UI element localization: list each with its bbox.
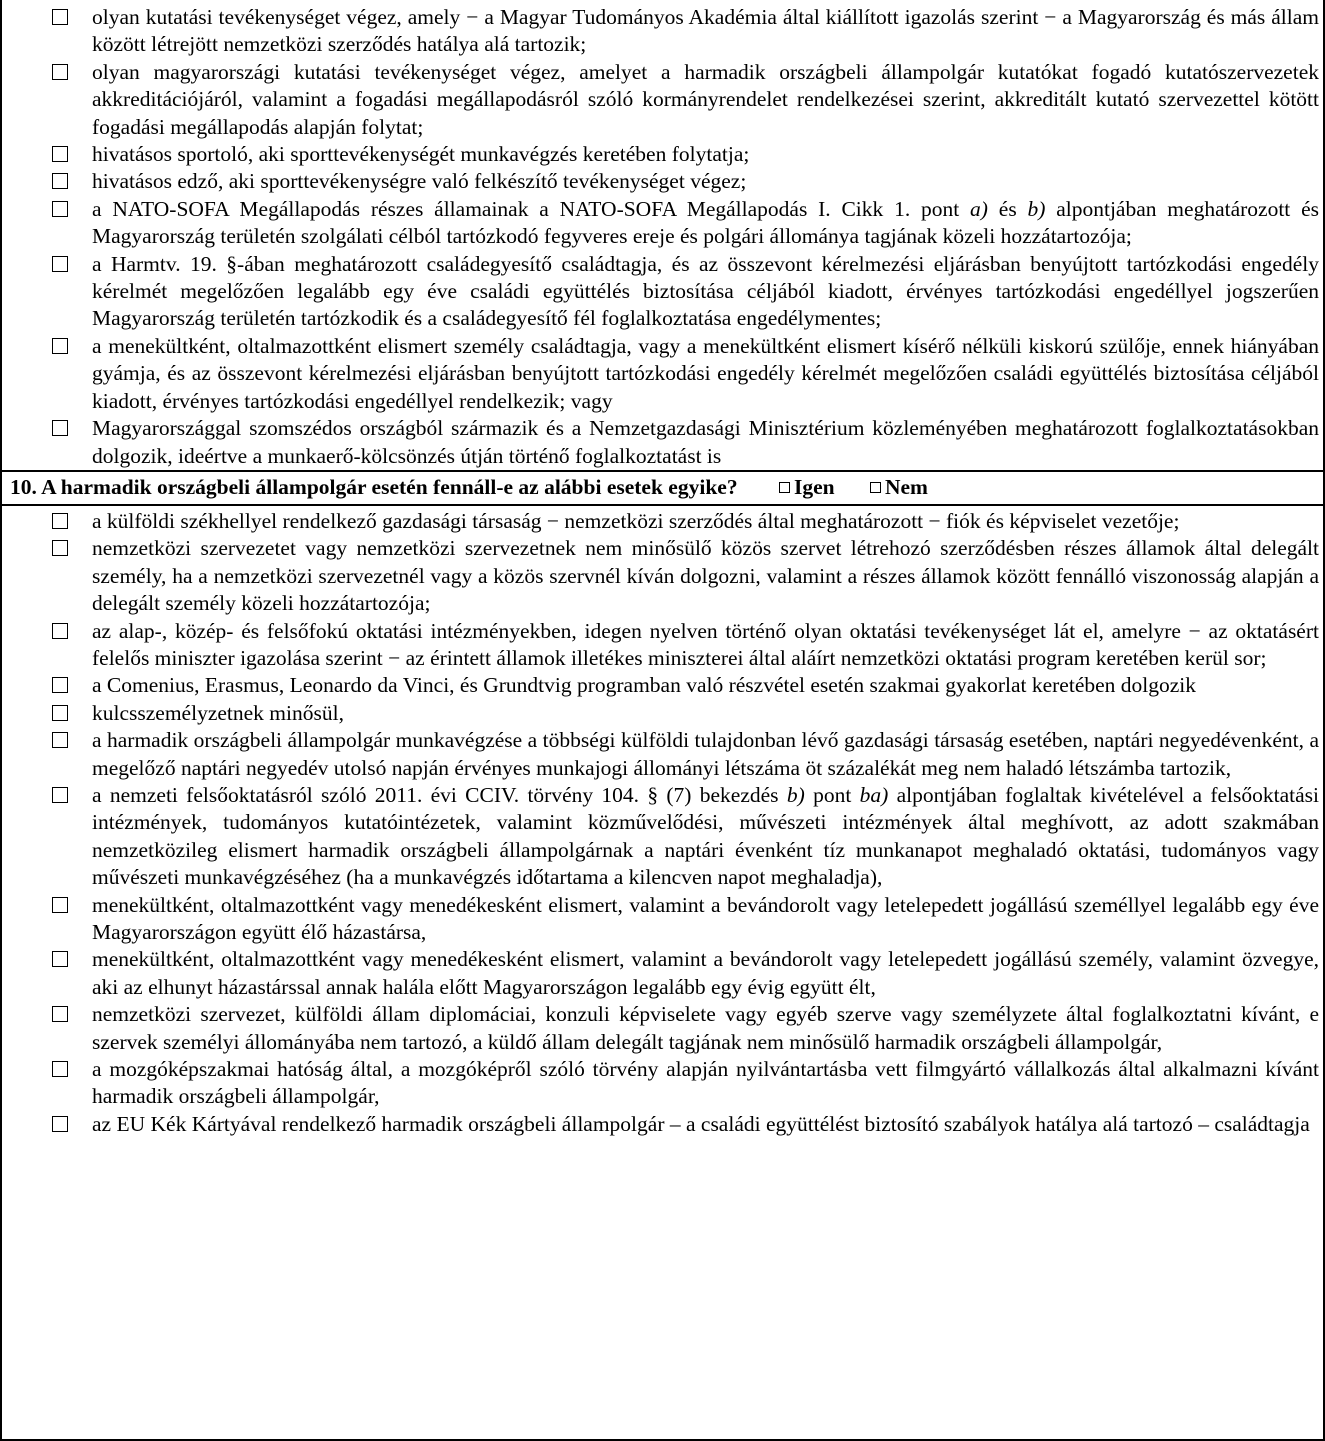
item-text: a harmadik országbeli állampolgár munkavégzése a többségi külföldi tulajdonban lévő gazdasági társaság esetében, naptári negyedévenként, a megelőző naptári negyedév utolsó napján érvényes munkajogi állományi létszáma öt százalékát meg nem haladó létszámba tartozik, xyxy=(92,728,1319,780)
checkbox[interactable] xyxy=(52,623,68,639)
item-text: hivatásos sportoló, aki sporttevékenységét munkavégzés keretében folytatja; xyxy=(92,142,750,167)
checkbox-no[interactable] xyxy=(870,482,881,493)
item-text: olyan magyarországi kutatási tevékenységet végez, amelyet a harmadik országbeli állampolgár kutatókat fogadó kutatószervezetek akkreditációjáról, valamint a fogadási megállapodásról szóló kormányrendelet rendelkezései szerint, akkreditált kutató szervezettel kötött fogadási megállapodás alapján folytat; xyxy=(92,59,1319,139)
checkbox[interactable] xyxy=(52,513,68,529)
item-text-part: a nemzeti felsőoktatásról szóló 2011. évi CCIV. törvény 104. § (7) bekezdés xyxy=(92,782,779,807)
item-text xyxy=(92,196,1321,251)
item-text xyxy=(92,782,1321,892)
item-text: az alap-, közép- és felsőfokú oktatási intézményekben, idegen nyelven történő olyan oktatási tevékenységet lát el, amelyre − az oktatásért felelős miniszter igazolása szerint − az érintett államok illetékes miniszterei által aláírt nemzetközi oktatási program keretében kerül sor; xyxy=(92,618,1319,670)
item-text: a mozgóképszakmai hatóság által, a mozgóképről szóló törvény alapján nyilvántartásba vett filmgyártó vállalkozás által alkalmazni kívánt harmadik országbeli állampolgár, xyxy=(92,1057,1319,1109)
list-item xyxy=(2,508,1321,535)
checkbox[interactable] xyxy=(52,338,68,354)
option-yes[interactable] xyxy=(779,475,835,499)
checkbox[interactable] xyxy=(52,705,68,721)
item-text: menekültként, oltalmazottként vagy menedékesként elismert, valamint a bevándorolt vagy letelepedett jogállású személlyel legalább egy éve Magyarországon együtt élő házastársa, xyxy=(92,892,1319,944)
list-item xyxy=(2,700,1321,727)
list-item xyxy=(2,59,1321,141)
checkbox[interactable] xyxy=(52,732,68,748)
item-text: olyan kutatási tevékenységet végez, amely − a Magyar Tudományos Akadémia által kiállított igazolás szerint − a Magyarország és más állam között létrejött nemzetközi szerződés hatálya alá tartozik; xyxy=(92,5,1319,57)
checkbox[interactable] xyxy=(52,173,68,189)
checkbox[interactable] xyxy=(52,677,68,693)
section-a xyxy=(2,0,1323,470)
item-letter: ba) xyxy=(859,782,889,807)
option-yes-label: Igen xyxy=(793,474,835,499)
list-item xyxy=(2,333,1321,415)
option-no-label: Nem xyxy=(884,474,928,499)
list-item xyxy=(2,892,1321,947)
checkbox[interactable] xyxy=(52,201,68,217)
checkbox[interactable] xyxy=(52,540,68,556)
question-text: 10. A harmadik országbeli állampolgár esetén fennáll-e az alábbi esetek egyike? xyxy=(10,474,738,499)
checkbox[interactable] xyxy=(52,64,68,80)
list-item xyxy=(2,141,1321,168)
checkbox-yes[interactable] xyxy=(779,482,790,493)
item-letter: b) xyxy=(786,782,805,807)
item-text-part: és xyxy=(987,196,1028,221)
checkbox[interactable] xyxy=(52,951,68,967)
item-letter: b) xyxy=(1027,196,1046,221)
list-item xyxy=(2,727,1321,782)
item-text-part: alpontjában foglaltak kivételével a felsőoktatási intézmények, tudományos kutatóintézetek, valamint közművelődési, művészeti intézmények által meghívott, az adott szakmában nemzetközileg elismert harmadik országbeli állampolgárnak a naptári évenként tíz munkanapot meghaladó oktatási, tudományos vagy művészeti munkavégzéséhez (ha a munkavégzés időtartama a kilencven napot meghaladja), xyxy=(92,782,1319,890)
item-text: a menekültként, oltalmazottként elismert személy családtagja, vagy a menekültként elismert kísérő nélküli kiskorú szülője, ennek hiányában gyámja, és az összevont kérelmezési eljárásban benyújtott tartózkodási engedély kérelmét megelőzően családi együttélés biztosítása céljából kiadott, érvényes tartózkodási engedéllyel rendelkezik; vagy xyxy=(92,333,1319,413)
checkbox[interactable] xyxy=(52,9,68,25)
item-letter: a) xyxy=(970,196,988,221)
list-item xyxy=(2,1056,1321,1111)
question-10 xyxy=(2,470,1323,506)
item-text: a külföldi székhellyel rendelkező gazdasági társaság − nemzetközi szerződés által meghatározott − fiók és képviselet vezetője; xyxy=(92,508,1180,533)
list-item xyxy=(2,946,1321,1001)
item-text: az EU Kék Kártyával rendelkező harmadik országbeli állampolgár – a családi együttélést biztosító szabályok hatálya alá tartozó – családtagja xyxy=(92,1111,1310,1136)
checkbox[interactable] xyxy=(52,1116,68,1132)
list-item xyxy=(2,168,1321,195)
list-item xyxy=(2,782,1321,892)
item-text: menekültként, oltalmazottként vagy menedékesként elismert, valamint a bevándorolt vagy letelepedett jogállású személy, valamint özvegye, aki az elhunyt házastárssal annak halála előtt Magyarországon legalább egy évig együtt élt, xyxy=(92,947,1319,999)
checkbox[interactable] xyxy=(52,420,68,436)
list-item xyxy=(2,618,1321,673)
list-item xyxy=(2,4,1321,59)
checkbox[interactable] xyxy=(52,787,68,803)
list-item xyxy=(2,535,1321,617)
list-item xyxy=(2,251,1321,333)
item-text: a Comenius, Erasmus, Leonardo da Vinci, és Grundtvig programban való részvétel esetén szakmai gyakorlat keretében dolgozik xyxy=(92,673,1197,698)
item-text: hivatásos edző, aki sporttevékenységre való felkészítő tevékenységet végez; xyxy=(92,169,747,194)
option-no[interactable] xyxy=(870,475,928,499)
checkbox[interactable] xyxy=(52,1061,68,1077)
item-text-part: pont xyxy=(804,782,860,807)
checkbox[interactable] xyxy=(52,256,68,272)
checkbox[interactable] xyxy=(52,897,68,913)
list-item xyxy=(2,672,1321,699)
item-text: nemzetközi szervezet, külföldi állam diplomáciai, konzuli képviselete vagy egyéb szerve vagy személyzete által foglalkoztatni kívánt, e szervek személyi állományába nem tartozó, a küldő állam delegált tagjának nem minősülő harmadik országbeli állampolgár, xyxy=(92,1002,1319,1054)
checkbox[interactable] xyxy=(52,1006,68,1022)
list-item xyxy=(2,196,1321,251)
list-item xyxy=(2,1111,1321,1138)
item-text: a Harmtv. 19. §-ában meghatározott családegyesítő családtagja, és az összevont kérelmezési eljárásban benyújtott tartózkodási engedély kérelmét megelőzően legalább egy éve családi együttélés biztosítása céljából kiadott, érvényes tartózkodási engedéllyel jogszerűen Magyarország területén tartózkodik és a családegyesítő fél foglalkoztatása engedélymentes; xyxy=(92,251,1319,331)
item-text-part: alpontjában meghatározott és Magyarország területén szolgálati célból tartózkodó fegyveres ereje és polgári állománya tagjának közeli hozzátartozója; xyxy=(92,196,1319,249)
item-text: Magyarországgal szomszédos országból származik és a Nemzetgazdasági Minisztérium közleményében meghatározott foglalkoztatásokban dolgozik, ideértve a munkaerő-kölcsönzés útján történő foglalkoztatást is xyxy=(92,416,1319,468)
item-text: nemzetközi szervezetet vagy nemzetközi szervezetnek nem minősülő közös szervet létrehozó szerződésben részes államok által delegált személy, ha a nemzetközi szervezetnél vagy a közös szervnél kíván dolgozni, valamint a részes államok között fennálló viszonosság alapján a delegált személy közeli hozzátartozója; xyxy=(92,536,1319,616)
list-item xyxy=(2,415,1321,470)
section-b xyxy=(2,506,1323,1138)
checkbox[interactable] xyxy=(52,146,68,162)
item-text-part: a NATO-SOFA Megállapodás részes államainak a NATO-SOFA Megállapodás I. Cikk 1. pont xyxy=(92,196,960,221)
item-text: kulcsszemélyzetnek minősül, xyxy=(92,700,344,725)
list-item xyxy=(2,1001,1321,1056)
